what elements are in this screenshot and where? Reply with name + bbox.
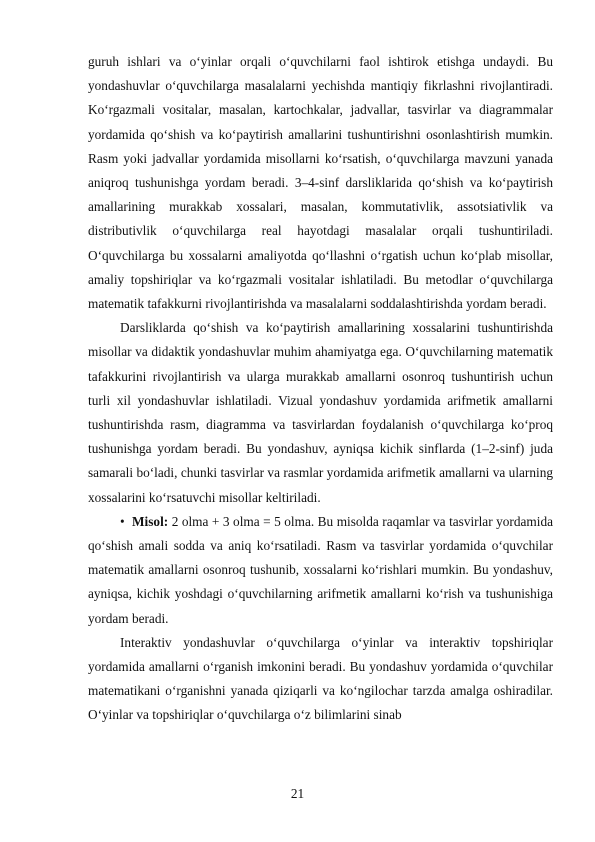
example-bullet [88,510,553,631]
document-page [88,50,553,728]
example-label: Misol: [132,513,169,529]
example-text: 2 olma + 3 olma = 5 olma. Bu misolda raqamlar va tasvirlar yordamida qo‘shish amali sodda va aniq ko‘rsatiladi. Rasm va tasvirlar yordamida o‘quvchilar matematik amallarni osonroq tushunib, xossalarni ko‘rishlari mumkin. Bu yondashuv, ayniqsa, kichik yoshdagi o‘quvchilarning arifmetik amallarni ko‘rish va tushunishiga yordam beradi. [88,513,553,626]
paragraph-didactic-approaches: Darsliklarda qo‘shish va ko‘paytirish amallarining xossalarini tushuntirishda misollar va didaktik yondashuvlar muhim ahamiyatga ega. O‘quvchilarning matematik tafakkurini rivojlantirish va ularga murakkab amallarni osonroq tushuntirish uchun turli xil yondashuvlar ishlatiladi. Vizual yondashuv yordamida arifmetik amallarni tushuntirishda rasm, diagramma va tasvirlardan foydalanish o‘quvchilarga ko‘proq tushunishga yordam beradi. Bu yondashuv, ayniqsa kichik sinflarda (1–2-sinf) juda samarali bo‘ladi, chunki tasvirlar va rasmlar yordamida arifmetik amallarni va ularning xossalarini ko‘rsatuvchi misollar keltiriladi. [88,320,553,505]
bullet-icon: • [120,513,125,529]
page-number: 21 [290,786,305,801]
paragraph-interactive-approaches: Interaktiv yondashuvlar o‘quvchilarga o‘yinlar va interaktiv topshiriqlar yordamida amallarni o‘rganish imkonini beradi. Bu yondashuv yordamida o‘quvchilar matematikani o‘rganishni yanada qiziqarli va ko‘ngilochar tarzda amalga oshiradilar. O‘yinlar va topshiriqlar o‘quvchilarga o‘z bilimlarini sinab [88,634,553,723]
paragraph-continuation: guruh ishlari va o‘yinlar orqali o‘quvchilarni faol ishtirok etishga undaydi. Bu yondashuvlar o‘quvchilarga masalalarni yechishda mantiqiy fikrlashni rivojlantiradi. Ko‘rgazmali vositalar, masalan, kartochkalar, jadvallar, tasvirlar va diagrammalar yordamida qo‘shish va ko‘paytirish amallarini tushuntirishni osonlashtirish mumkin. Rasm yoki jadvallar yordamida misollarni ko‘rsatish, o‘quvchilarga mavzuni yanada aniqroq tushunishga yordam beradi. 3–4-sinf darsliklarida qo‘shish va ko‘paytirish amallarining murakkab xossalari, masalan, kommutativlik, assotsiativlik va distributivlik o‘quvchilarga real hayotdagi masalalar orqali tushuntiriladi. O‘quvchilarga bu xossalarni amaliyotda qo‘llashni o‘rgatish uchun ko‘plab misollar, amaliy topshiriqlar va ko‘rgazmali vositalar ishlatiladi. Bu metodlar o‘quvchilarga matematik tafakkurni rivojlantirishda va masalalarni soddalashtirishda yordam beradi. [88,54,553,312]
